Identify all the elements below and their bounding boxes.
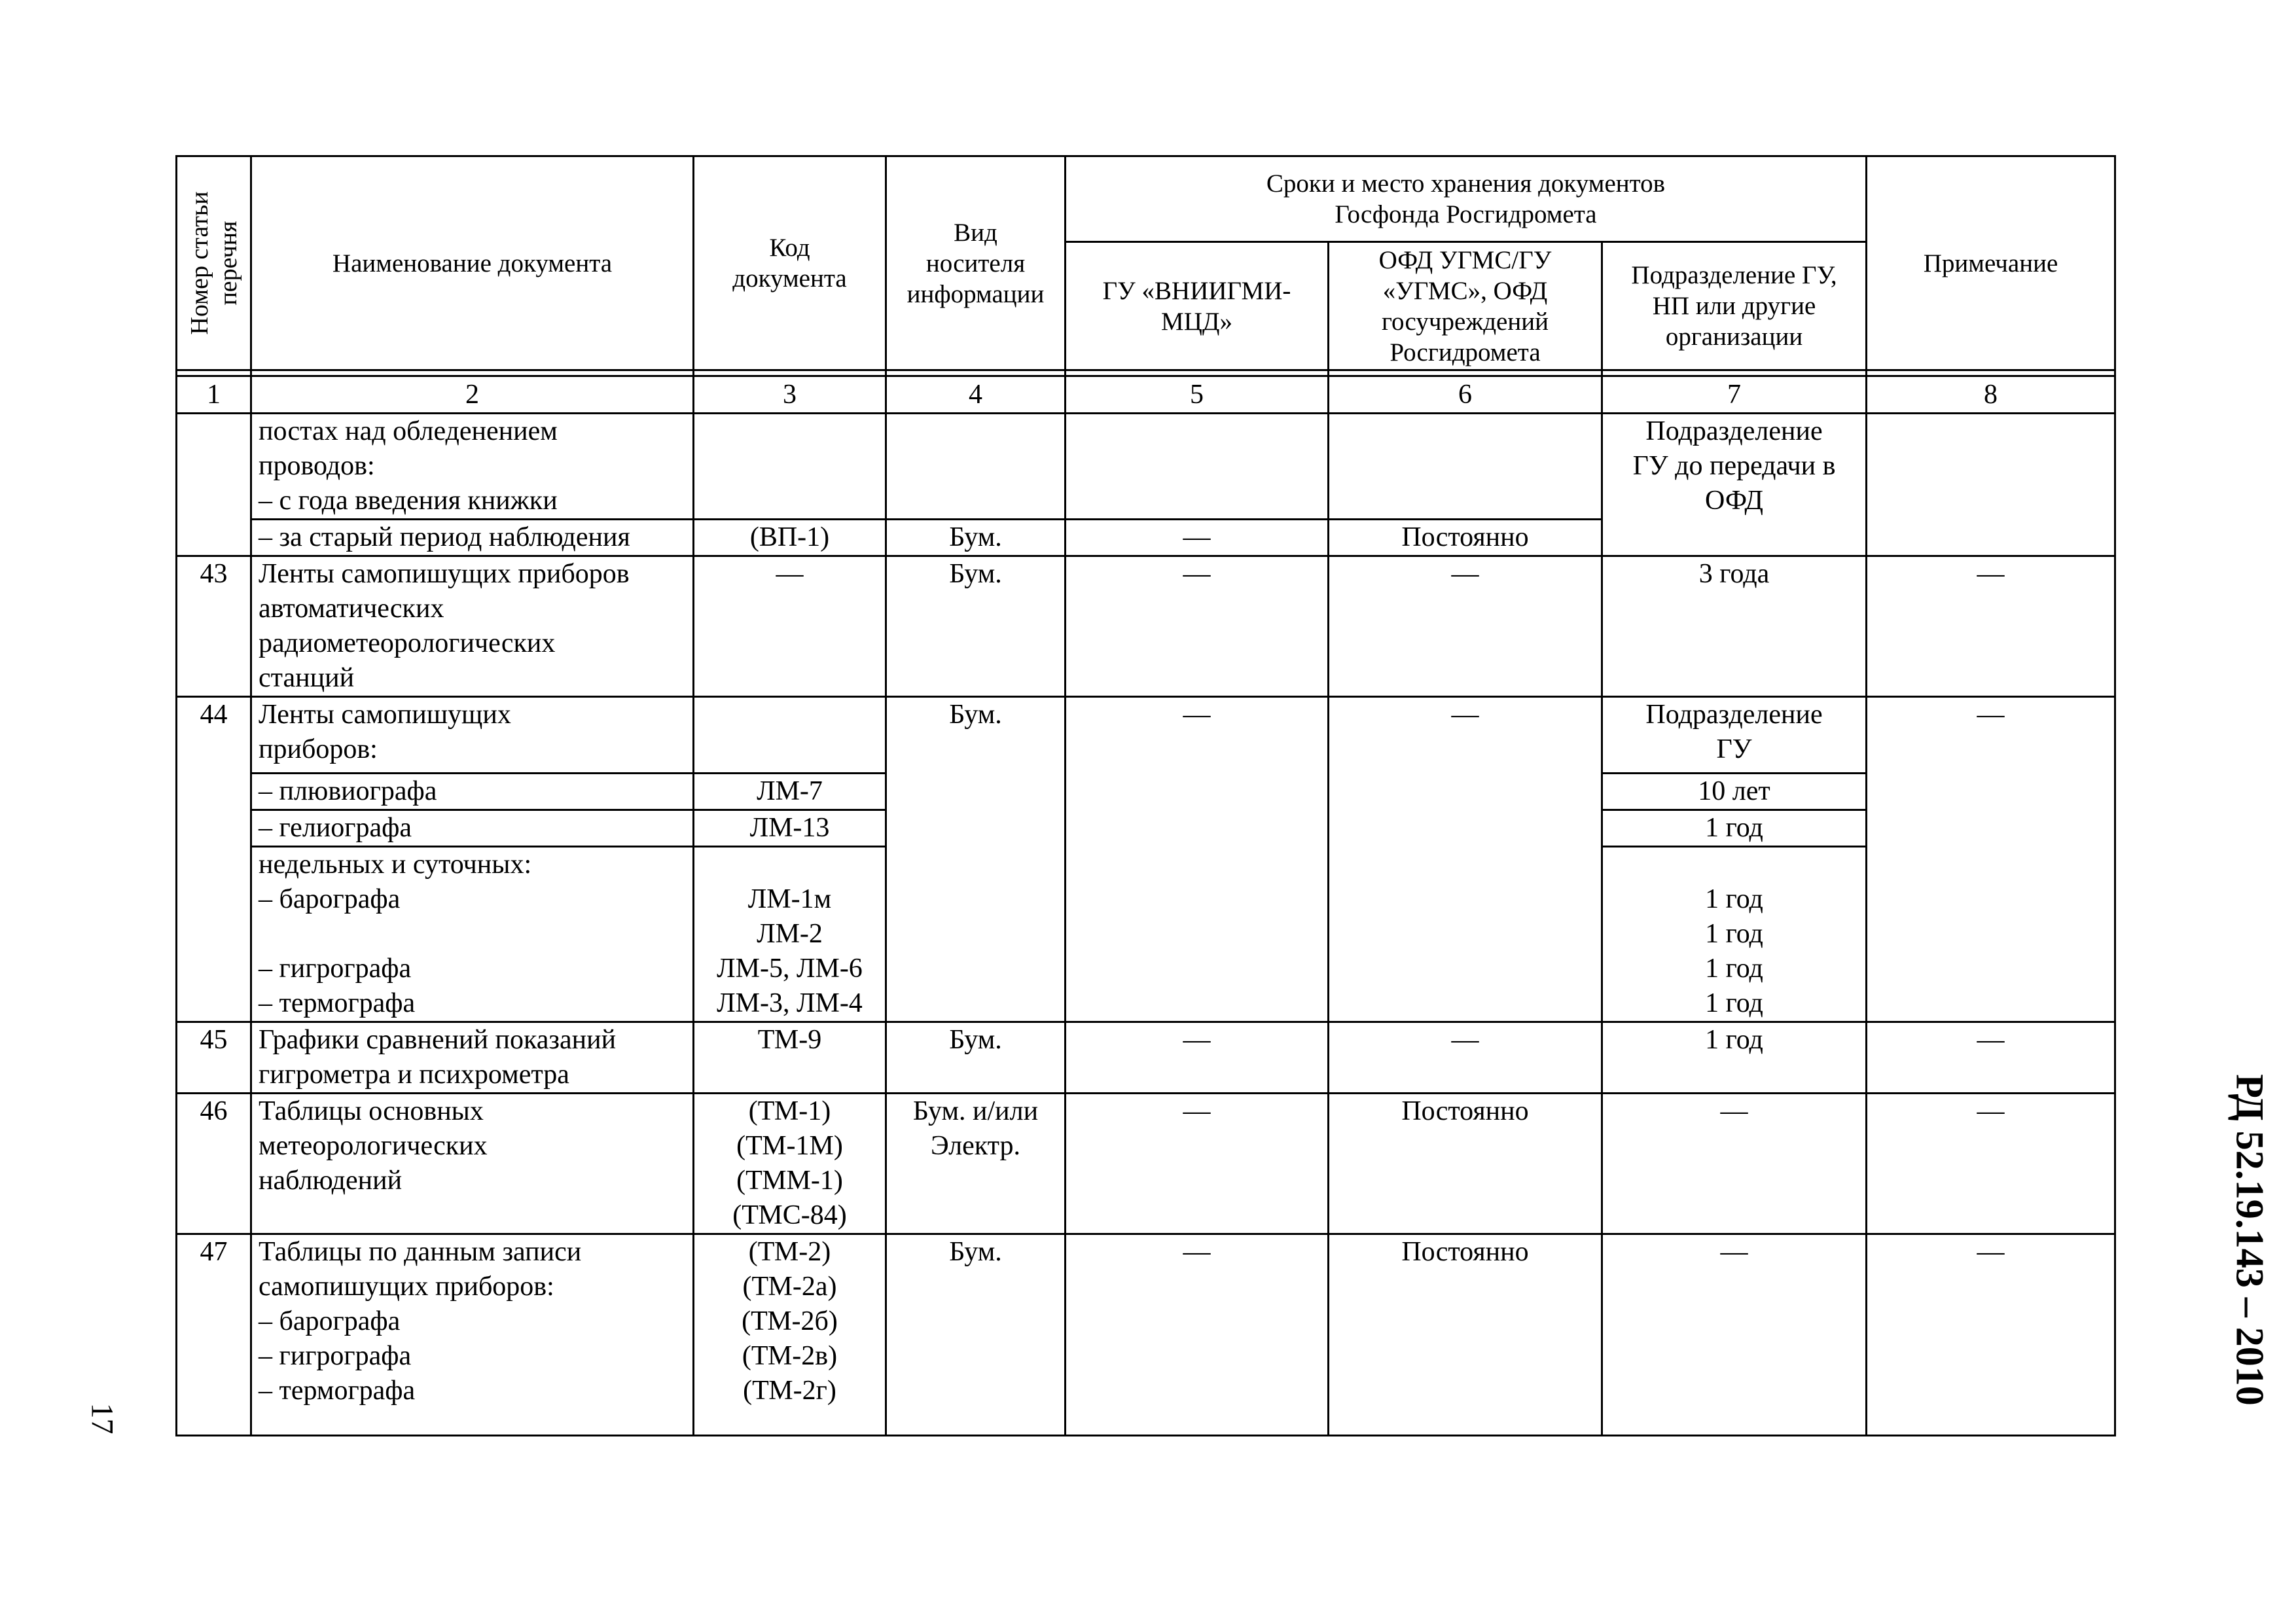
unit-term: 1 год bbox=[1602, 810, 1867, 847]
document-code: (ТМ-1) (ТМ-1М) (ТММ-1) (ТМС-84) bbox=[694, 1094, 886, 1234]
article-number: 44 bbox=[177, 697, 251, 1022]
article-number: 43 bbox=[177, 556, 251, 697]
document-name: – за старый период наблюдения bbox=[251, 520, 694, 556]
media-type: Бум. bbox=[886, 697, 1066, 1022]
ofd-term bbox=[1329, 414, 1602, 520]
header-separator bbox=[177, 370, 2115, 376]
column-number: 4 bbox=[886, 376, 1066, 414]
document-code: ТМ-9 bbox=[694, 1022, 886, 1094]
column-number-row bbox=[177, 376, 2115, 414]
document-code: ЛМ-13 bbox=[694, 810, 886, 847]
table-row bbox=[177, 1094, 2115, 1234]
ofd-term: — bbox=[1329, 697, 1602, 1022]
unit-term: — bbox=[1602, 1094, 1867, 1234]
gu-vniigmi-term: — bbox=[1066, 520, 1329, 556]
gu-vniigmi-term: — bbox=[1066, 1022, 1329, 1094]
media-type: Бум. bbox=[886, 1234, 1066, 1436]
unit-term: — bbox=[1602, 1234, 1867, 1436]
ofd-term: — bbox=[1329, 556, 1602, 697]
gu-vniigmi-term: — bbox=[1066, 697, 1329, 1022]
ofd-term: Постоянно bbox=[1329, 1234, 1602, 1436]
table-row bbox=[177, 414, 2115, 520]
ofd-term: Постоянно bbox=[1329, 520, 1602, 556]
article-number: 47 bbox=[177, 1234, 251, 1436]
document-name: Графики сравнений показаний гигрометра и психрометра bbox=[251, 1022, 694, 1094]
note: — bbox=[1867, 1234, 2115, 1436]
header-unit-gu: Подразделение ГУ, НП или другие организации bbox=[1602, 242, 1867, 370]
column-number: 1 bbox=[177, 376, 251, 414]
document-name: постах над обледенением проводов: – с года введения книжки bbox=[251, 414, 694, 520]
ofd-term: Постоянно bbox=[1329, 1094, 1602, 1234]
column-number: 5 bbox=[1066, 376, 1329, 414]
gu-vniigmi-term bbox=[1066, 414, 1329, 520]
table-row bbox=[177, 1022, 2115, 1094]
document-name: Таблицы основных метеорологических наблюдений bbox=[251, 1094, 694, 1234]
document-code: (ВП-1) bbox=[694, 520, 886, 556]
note: — bbox=[1867, 1094, 2115, 1234]
column-number: 3 bbox=[694, 376, 886, 414]
header-note: Примечание bbox=[1867, 156, 2115, 370]
gu-vniigmi-term: — bbox=[1066, 1094, 1329, 1234]
document-code bbox=[694, 697, 886, 774]
document-code: (ТМ-2) (ТМ-2а) (ТМ-2б) (ТМ-2в) (ТМ-2г) bbox=[694, 1234, 886, 1436]
header-ofd-ugms: ОФД УГМС/ГУ «УГМС», ОФД госучреждений Росгидромета bbox=[1329, 242, 1602, 370]
header-gu-vniigmi: ГУ «ВНИИГМИ- МЦД» bbox=[1066, 242, 1329, 370]
gu-vniigmi-term: — bbox=[1066, 1234, 1329, 1436]
unit-term: 1 год 1 год 1 год 1 год bbox=[1602, 847, 1867, 1022]
header-article-number: Номер статьи перечня bbox=[177, 156, 251, 370]
ofd-term: — bbox=[1329, 1022, 1602, 1094]
media-type bbox=[886, 414, 1066, 520]
document-name: Ленты самопишущих приборов: bbox=[251, 697, 694, 774]
media-type: Бум. bbox=[886, 1022, 1066, 1094]
page-number: 17 bbox=[84, 1402, 120, 1435]
column-number: 8 bbox=[1867, 376, 2115, 414]
unit-term: Подразделение ГУ до передачи в ОФД bbox=[1602, 414, 1867, 556]
unit-term: 10 лет bbox=[1602, 774, 1867, 810]
header-document-name: Наименование документа bbox=[251, 156, 694, 370]
document-code: ЛМ-7 bbox=[694, 774, 886, 810]
document-name: Таблицы по данным записи самопишущих приборов: – барографа – гигрографа – термографа bbox=[251, 1234, 694, 1436]
unit-term: 3 года bbox=[1602, 556, 1867, 697]
document-name: – плювиографа bbox=[251, 774, 694, 810]
note bbox=[1867, 414, 2115, 556]
document-name: – гелиографа bbox=[251, 810, 694, 847]
table-row bbox=[177, 697, 2115, 774]
article-number bbox=[177, 414, 251, 556]
note: — bbox=[1867, 1022, 2115, 1094]
unit-term: 1 год bbox=[1602, 1022, 1867, 1094]
article-number: 46 bbox=[177, 1094, 251, 1234]
article-number: 45 bbox=[177, 1022, 251, 1094]
note: — bbox=[1867, 556, 2115, 697]
table-row bbox=[177, 556, 2115, 697]
note: — bbox=[1867, 697, 2115, 1022]
document-name: недельных и суточных: – барографа – гигрографа – термографа bbox=[251, 847, 694, 1022]
document-name: Ленты самопишущих приборов автоматических радиометеорологических станций bbox=[251, 556, 694, 697]
gu-vniigmi-term: — bbox=[1066, 556, 1329, 697]
retention-table bbox=[175, 155, 2116, 1436]
media-type: Бум. bbox=[886, 520, 1066, 556]
header-storage-group: Сроки и место хранения документов Госфонда Росгидромета bbox=[1066, 156, 1867, 242]
column-number: 6 bbox=[1329, 376, 1602, 414]
document-code bbox=[694, 414, 886, 520]
column-number: 2 bbox=[251, 376, 694, 414]
media-type: Бум. bbox=[886, 556, 1066, 697]
media-type: Бум. и/или Электр. bbox=[886, 1094, 1066, 1234]
header-document-code: Код документа bbox=[694, 156, 886, 370]
document-code-label: РД 52.19.143 – 2010 bbox=[2228, 1074, 2272, 1406]
table-row bbox=[177, 1234, 2115, 1436]
unit-term: Подразделение ГУ bbox=[1602, 697, 1867, 774]
header-media-type: Вид носителя информации bbox=[886, 156, 1066, 370]
column-number: 7 bbox=[1602, 376, 1867, 414]
document-code: ЛМ-1м ЛМ-2 ЛМ-5, ЛМ-6 ЛМ-3, ЛМ-4 bbox=[694, 847, 886, 1022]
document-code: — bbox=[694, 556, 886, 697]
